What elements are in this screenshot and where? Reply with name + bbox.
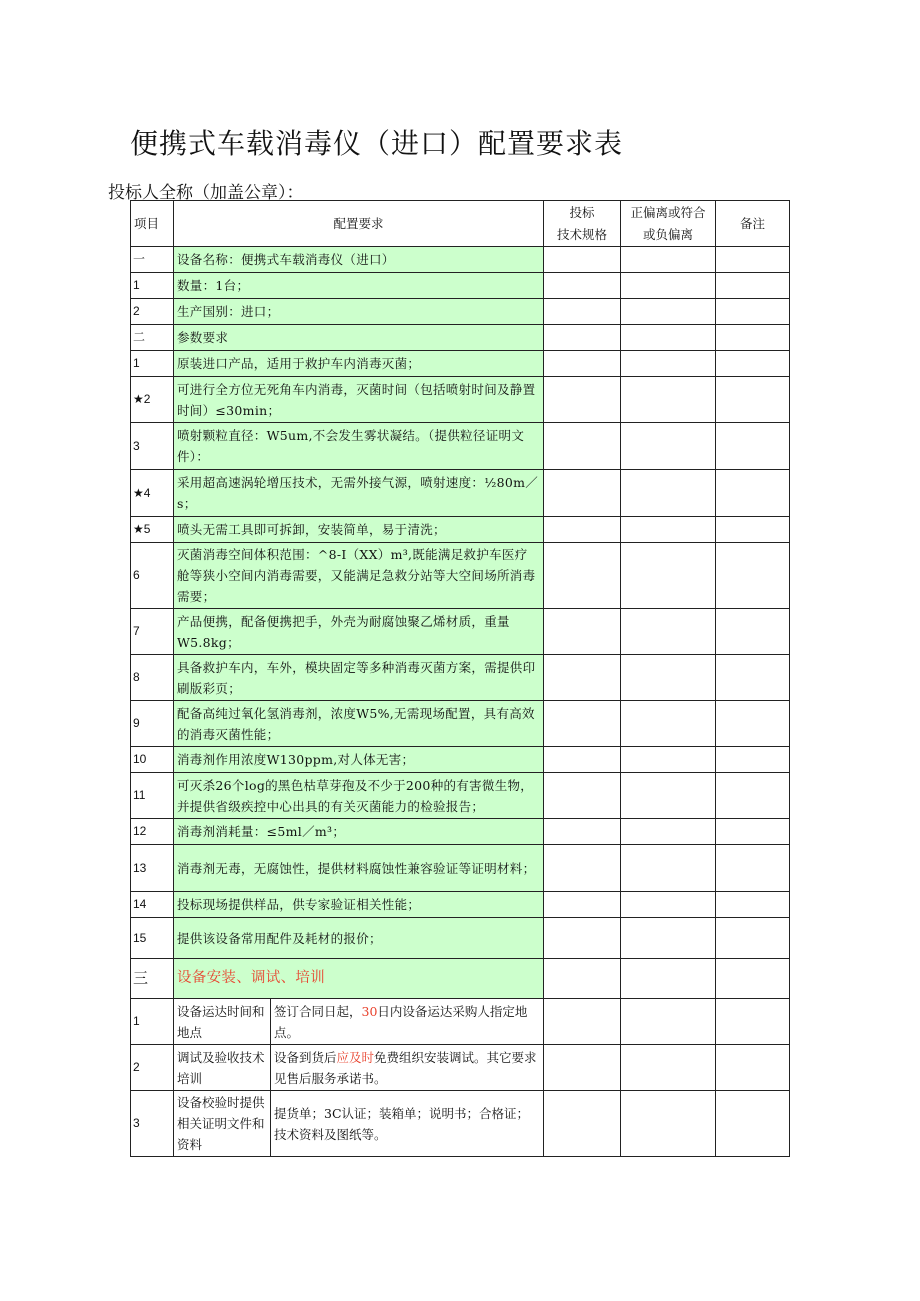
bid-spec-cell[interactable] [544,470,621,517]
requirement-cell [174,655,544,701]
requirement-text: 可灭杀26个log的黑色枯草芽孢及不少于200种的有害微生物，并提供省级疾控中心出具的有关灭菌能力的检验报告； [177,777,534,814]
requirement-text: 喷头无需工具即可拆卸，安装简单，易于清洗； [177,522,446,537]
bid-spec-cell[interactable] [544,247,621,273]
requirement-cell [174,517,544,543]
table-row [131,773,790,819]
row-number: 6 [131,543,174,609]
row-number: 一 [131,247,174,273]
remark-cell[interactable] [716,351,790,377]
table-row [131,1091,790,1157]
section3-title-cell [174,959,544,999]
requirement-cell [174,351,544,377]
requirement-cell [174,819,544,845]
header-bid-spec [544,201,621,247]
deviation-cell[interactable] [621,819,716,845]
remark-cell[interactable] [716,609,790,655]
bid-spec-cell[interactable] [544,325,621,351]
requirement-text: 采用超高速涡轮增压技术，无需外接气源，喷射速度：½80m／s； [177,475,539,511]
bid-spec-cell[interactable] [544,819,621,845]
requirement-text: 消毒剂作用浓度W130ppm,对人体无害； [177,752,415,767]
description-text: 免费组织安装调试。其它要求见售后服务承诺书。 [274,1049,537,1086]
header-deviation [621,201,716,247]
deviation-cell[interactable] [621,892,716,918]
bid-spec-cell[interactable] [544,845,621,892]
requirement-cell [174,543,544,609]
row-number: 3 [131,423,174,470]
section3-title: 设备安装、调试、培训 [177,970,325,986]
row-number: 1 [131,351,174,377]
row-number: 10 [131,747,174,773]
bid-spec-cell[interactable] [544,918,621,959]
requirement-text: 可进行全方位无死角车内消毒，灭菌时间（包括喷射时间及静置时间）≤30min； [177,381,536,418]
deviation-cell[interactable] [621,845,716,892]
table-row [131,701,790,747]
requirement-text: 提供该设备常用配件及耗材的报价； [177,930,382,946]
requirement-cell [174,470,544,517]
table-row [131,747,790,773]
table-row [131,892,790,918]
row-number: 7 [131,609,174,655]
table-row [131,543,790,609]
requirement-text: 具备救护车内，车外，模块固定等多种消毒灭菌方案，需提供印刷版彩页； [177,659,536,696]
requirement-cell [174,701,544,747]
header-item: 项目 [131,201,174,247]
requirement-cell [174,747,544,773]
remark-cell[interactable] [716,773,790,819]
deviation-cell[interactable] [621,609,716,655]
table-row [131,423,790,470]
header-deviation-line2: 或负偏离 [643,226,694,242]
bid-spec-cell[interactable] [544,609,621,655]
item-label: 设备运达时间和地点 [174,999,271,1045]
requirement-text: 消毒剂无毒，无腐蚀性，提供材料腐蚀性兼容验证等证明材料； [177,860,536,876]
deviation-cell[interactable] [621,325,716,351]
deviation-cell[interactable] [621,959,716,999]
deviation-cell[interactable] [621,351,716,377]
requirement-text: 喷射颗粒直径：W5um,不会发生雾状凝结。（提供粒径证明文件）： [177,428,525,464]
row-number: ★2 [131,377,174,423]
table-row [131,247,790,273]
requirement-cell [174,299,544,325]
description-text: 日内设备运达采购人指定地点。 [274,1003,528,1040]
requirement-cell [174,247,544,273]
bid-spec-cell[interactable] [544,892,621,918]
section3-number: 三 [131,959,174,999]
deviation-cell[interactable] [621,999,716,1045]
description-text: 签订合同日起， [274,1003,362,1019]
remark-cell[interactable] [716,377,790,423]
deviation-cell[interactable] [621,517,716,543]
table-row [131,918,790,959]
header-bid-spec-line1: 投标 [569,204,595,220]
requirement-text: 数量：1台； [177,278,250,293]
remark-cell[interactable] [716,299,790,325]
deviation-cell[interactable] [621,543,716,609]
remark-cell[interactable] [716,819,790,845]
requirement-text: 参数要求 [177,330,229,345]
deviation-cell[interactable] [621,273,716,299]
row-number: ★4 [131,470,174,517]
table-header-row [131,201,790,247]
deviation-cell[interactable] [621,655,716,701]
deviation-cell[interactable] [621,1045,716,1091]
deviation-cell[interactable] [621,773,716,819]
bid-spec-cell[interactable] [544,517,621,543]
remark-cell[interactable] [716,1091,790,1157]
row-number: 2 [131,299,174,325]
row-number: 3 [131,1091,174,1157]
remark-cell[interactable] [716,918,790,959]
requirement-text: 配备高纯过氧化氢消毒剂，浓度W5%,无需现场配置，具有高效的消毒灭菌性能； [177,705,535,742]
requirement-cell [174,609,544,655]
remark-cell[interactable] [716,655,790,701]
remark-cell[interactable] [716,543,790,609]
bid-spec-cell[interactable] [544,1045,621,1091]
requirement-text: 灭菌消毒空间体积范围：^8-I（XX）m³,既能满足救护车医疗舱等狭小空间内消毒需要，又能满足急救分站等大空间场所消毒需要； [177,547,536,604]
table-row [131,325,790,351]
requirement-text: 生产国别：进口； [177,304,280,319]
remark-cell[interactable] [716,845,790,892]
row-number: 9 [131,701,174,747]
requirement-text: 投标现场提供样品，供专家验证相关性能； [177,897,421,912]
deviation-cell[interactable] [621,423,716,470]
requirement-cell [174,377,544,423]
requirement-text: 消毒剂消耗量：≤5ml／m³； [177,824,346,839]
deviation-cell[interactable] [621,701,716,747]
requirement-text: 原装进口产品，适用于救护车内消毒灭菌； [177,356,421,371]
bid-spec-cell[interactable] [544,1091,621,1157]
row-number: 1 [131,273,174,299]
requirement-cell [174,773,544,819]
row-number: 11 [131,773,174,819]
item-description [271,1091,544,1157]
header-bid-spec-line2: 技术规格 [557,226,608,242]
bid-spec-cell[interactable] [544,747,621,773]
description-text: 提货单；3C认证；装箱单；说明书；合格证；技术资料及图纸等。 [274,1105,530,1142]
row-number: 二 [131,325,174,351]
requirement-text: 设备名称：便携式车载消毒仪（进口） [177,252,395,267]
description-highlight: 30 [361,1003,378,1019]
table-row [131,999,790,1045]
requirement-cell [174,325,544,351]
remark-cell[interactable] [716,325,790,351]
item-description [271,999,544,1045]
item-label: 设备校验时提供相关证明文件和资料 [174,1091,271,1157]
header-deviation-line1: 正偏离或符合 [630,204,706,220]
bid-spec-cell[interactable] [544,377,621,423]
deviation-cell[interactable] [621,747,716,773]
bid-spec-cell[interactable] [544,773,621,819]
remark-cell[interactable] [716,423,790,470]
table-row [131,517,790,543]
bid-spec-cell[interactable] [544,423,621,470]
remark-cell[interactable] [716,1045,790,1091]
bid-spec-cell[interactable] [544,999,621,1045]
requirement-cell [174,845,544,892]
requirement-cell [174,423,544,470]
description-highlight: 应及时 [336,1049,375,1065]
bid-spec-cell[interactable] [544,351,621,377]
table-row [131,1045,790,1091]
row-number: 13 [131,845,174,892]
bid-spec-cell[interactable] [544,701,621,747]
remark-cell[interactable] [716,999,790,1045]
remark-cell[interactable] [716,701,790,747]
configuration-table [130,200,790,1157]
row-number: 14 [131,892,174,918]
bid-spec-cell[interactable] [544,655,621,701]
bid-spec-cell[interactable] [544,959,621,999]
table-row [131,609,790,655]
requirement-cell [174,273,544,299]
requirement-cell [174,918,544,959]
bidder-name-label: 投标人全称（加盖公章）： [108,183,304,203]
header-remark: 备注 [716,201,790,247]
item-label: 调试及验收技术培训 [174,1045,271,1091]
row-number: 15 [131,918,174,959]
table-row [131,470,790,517]
row-number: 2 [131,1045,174,1091]
requirement-text: 产品便携，配备便携把手，外壳为耐腐蚀聚乙烯材质，重量W5.8kg； [177,613,510,650]
row-number: 12 [131,819,174,845]
remark-cell[interactable] [716,517,790,543]
deviation-cell[interactable] [621,299,716,325]
row-number: ★5 [131,517,174,543]
row-number: 1 [131,999,174,1045]
page-title: 便携式车载消毒仪（进口）配置要求表 [130,127,624,160]
remark-cell[interactable] [716,747,790,773]
header-requirement: 配置要求 [174,201,544,247]
table-row [131,273,790,299]
deviation-cell[interactable] [621,247,716,273]
deviation-cell[interactable] [621,1091,716,1157]
item-description [271,1045,544,1091]
remark-cell[interactable] [716,273,790,299]
deviation-cell[interactable] [621,377,716,423]
bid-spec-cell[interactable] [544,543,621,609]
remark-cell[interactable] [716,892,790,918]
table-row [131,845,790,892]
table-row [131,655,790,701]
remark-cell[interactable] [716,247,790,273]
table-row [131,351,790,377]
table-row [131,299,790,325]
section3-header-row [131,959,790,999]
table-row [131,819,790,845]
bid-spec-cell[interactable] [544,273,621,299]
table-row [131,377,790,423]
description-text: 设备到货后 [274,1049,337,1065]
remark-cell[interactable] [716,959,790,999]
remark-cell[interactable] [716,470,790,517]
bid-spec-cell[interactable] [544,299,621,325]
deviation-cell[interactable] [621,470,716,517]
deviation-cell[interactable] [621,918,716,959]
row-number: 8 [131,655,174,701]
requirement-cell [174,892,544,918]
